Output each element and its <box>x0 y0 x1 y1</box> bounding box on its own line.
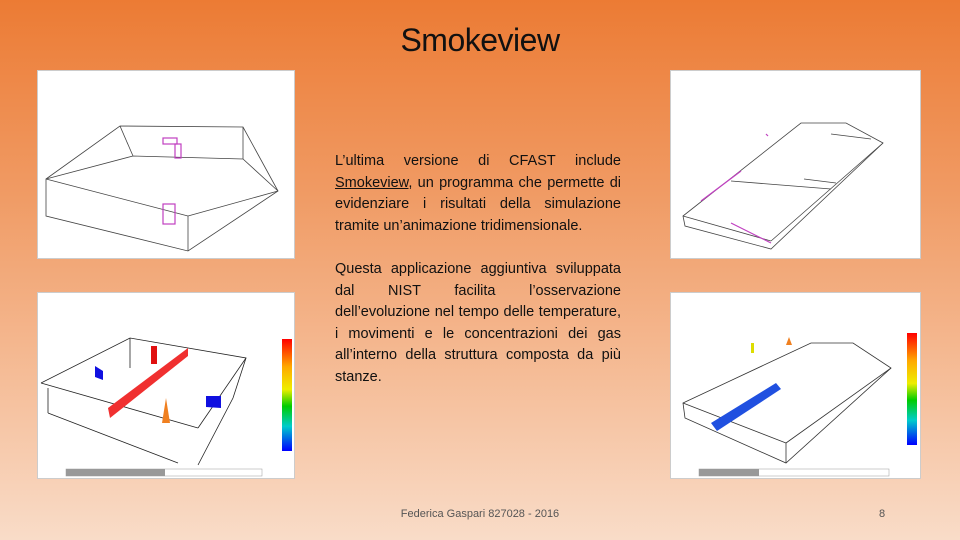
text: L’ultima versione di CFAST include <box>335 153 621 169</box>
smokeview-screenshot-wireframe <box>37 70 295 259</box>
text: un programma che permette di evidenziare i risultati della simulazione tramite un’animazione tridimensionale. <box>335 174 621 234</box>
footer: Federica Gaspari 827028 - 2016 <box>400 508 560 520</box>
smokeview-link[interactable]: Smokeview, <box>335 174 413 191</box>
page-number: 8 <box>878 508 886 520</box>
smokeview-screenshot-rooms <box>670 70 921 259</box>
paragraph-nist: Questa applicazione aggiuntiva sviluppata dal NIST facilita l’osservazione dell’evoluzione nel tempo delle temperature, i movimenti e le concentrazioni dei gas all’interno della struttura composta da più stanze. <box>335 260 621 385</box>
slide-body-text <box>335 151 621 410</box>
smokeview-screenshot-smoke <box>670 292 921 479</box>
smokeview-screenshot-temperature <box>37 292 295 479</box>
paragraph-cfast <box>335 151 621 237</box>
slide-title: Smokeview <box>400 22 560 58</box>
